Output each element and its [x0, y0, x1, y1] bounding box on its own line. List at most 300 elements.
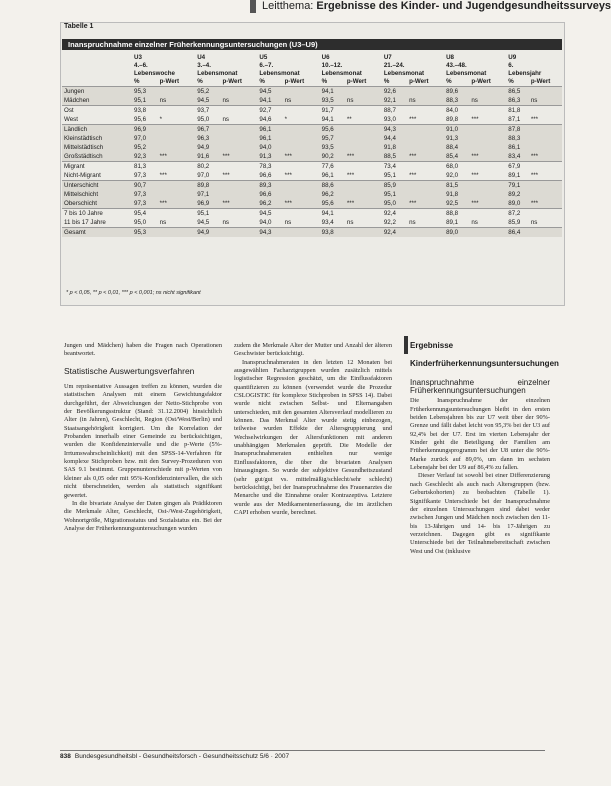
p-value — [220, 143, 257, 152]
p-value — [407, 134, 444, 143]
p-value — [158, 181, 196, 191]
percent-value: 97,0 — [132, 134, 158, 143]
p-value — [220, 162, 257, 172]
column-3 — [410, 341, 559, 556]
p-value — [345, 209, 382, 219]
table-row — [62, 115, 562, 125]
p-value — [345, 106, 382, 116]
table-row — [62, 209, 562, 219]
p-value: *** — [407, 199, 444, 209]
percent-value: 92,1 — [382, 96, 407, 106]
p-value — [345, 125, 382, 135]
header-cell-percent: % — [197, 78, 203, 85]
percent-value: 86,3 — [506, 96, 529, 106]
percent-value: 87,1 — [508, 116, 521, 123]
p-value: *** — [469, 152, 506, 162]
percent-value: 86,1 — [506, 143, 529, 152]
header-cell-exam: U7 — [383, 54, 392, 61]
header-cell-unit: Lebensmonat — [321, 70, 362, 77]
p-value: *** — [283, 152, 320, 162]
p-value — [469, 134, 506, 143]
p-value — [158, 209, 196, 219]
p-value: *** — [346, 172, 355, 179]
col1-lead: Jungen und Mädchen) haben die Fragen nach Operationen beantwortet. — [64, 342, 222, 358]
percent-value: 95,1 — [132, 96, 158, 106]
percent-value: 78,3 — [257, 162, 282, 172]
percent-value: 95,6 — [134, 116, 147, 123]
percent-value: 87,2 — [506, 209, 529, 219]
p-value — [283, 181, 320, 191]
p-value: ns — [529, 96, 562, 106]
p-value — [283, 228, 320, 238]
header-prefix: Leitthema: — [262, 0, 317, 12]
p-value: *** — [469, 199, 506, 209]
p-value: ns — [283, 96, 320, 106]
header-blank-cell — [62, 70, 132, 78]
row-label: 11 bis 17 Jahre — [64, 219, 106, 226]
table-footnote: * p < 0,05, ** p < 0,01, *** p < 0,001; ns nicht signifikant — [66, 290, 201, 296]
percent-value: 94,3 — [257, 228, 282, 238]
percent-value: 94,3 — [382, 125, 407, 135]
p-value — [469, 87, 506, 97]
p-value — [283, 87, 320, 97]
p-value — [158, 190, 196, 199]
percent-value: 89,8 — [446, 116, 459, 123]
header-cell-unit: Lebensmonat — [383, 70, 425, 77]
header-cell-unit: Lebensjahr — [508, 70, 542, 77]
percent-value: 96,2 — [320, 190, 345, 199]
percent-value: 94,1 — [320, 209, 345, 219]
results-table — [62, 54, 562, 237]
percent-value: 84,0 — [444, 106, 469, 116]
header-cell-percent: % — [321, 78, 328, 85]
p-value — [529, 106, 562, 116]
percent-value: 91,3 — [257, 152, 282, 162]
percent-value: 95,1 — [383, 172, 396, 179]
p-value: ns — [159, 219, 167, 226]
p-value — [469, 143, 506, 152]
header-cell-percent: % — [508, 78, 514, 85]
table-row — [62, 125, 562, 135]
percent-value: 89,0 — [444, 228, 469, 238]
p-value — [283, 125, 320, 135]
p-value: ** — [346, 116, 352, 123]
percent-value: 88,6 — [320, 181, 345, 191]
percent-value: 95,0 — [197, 116, 210, 123]
percent-value: 97,3 — [132, 190, 158, 199]
p-value: *** — [471, 172, 479, 179]
p-value: *** — [158, 199, 196, 209]
section-heading-statistics: Statistische Auswertungsverfahren — [64, 365, 195, 376]
table-row — [62, 152, 562, 162]
percent-value: 95,1 — [382, 190, 407, 199]
table-row — [62, 171, 562, 181]
p-value: *** — [529, 199, 562, 209]
p-value — [158, 134, 196, 143]
row-label: Jungen — [62, 87, 132, 97]
p-value — [220, 125, 257, 135]
col1-paragraph-1: Um repräsentative Aussagen treffen zu können, wurden die statistischen Analysen mit einem Gewichtungsfaktor durchgeführt, der Abweichungen der Netto-Stichprobe von der Bevölkerungsstruktur (Stand: 31.12.2004) hinsichtlich Alter (in Jahren), Geschlecht, Region (Ost/West/Berlin) und Staatsangehörigkeit korrigiert. Um die Korrelation der Probanden innerhalb einer Gemeinde zu berücksichtigen, wurden die Konfidenzintervalle und die p-Werte (5%-Irrtumswahrscheinlichkeit) mit den SPSS-14-Verfahren für komplexe Stichproben bzw. mit den Survey-Prozeduren von SAS 9.1 bestimmt. Gruppenunterschiede mit p-Werten von kleiner als 0,05 oder mit 95%-Konfidenzintervallen, die sich nicht überschneiden, werden als statistisch signifikant gewertet. — [64, 383, 222, 499]
percent-value: 94,4 — [382, 134, 407, 143]
p-value — [345, 143, 382, 152]
percent-value: 94,5 — [257, 209, 282, 219]
p-value — [345, 181, 382, 191]
percent-value: 95,6 — [320, 199, 345, 209]
header-blank-cell — [62, 62, 132, 70]
row-label: Ost — [62, 106, 132, 116]
p-value — [158, 125, 196, 135]
p-value: *** — [471, 116, 479, 123]
header-rule — [250, 0, 256, 13]
table-heading: Inanspruchnahme einzelner Früherkennungsuntersuchungen (U3–U9) — [62, 39, 562, 50]
percent-value: 93,7 — [195, 106, 220, 116]
percent-value: 85,9 — [382, 181, 407, 191]
header-cell-exam: U4 — [197, 54, 206, 61]
p-value — [407, 87, 444, 97]
p-value — [407, 209, 444, 219]
header-cell-unit: Lebenswoche — [134, 70, 175, 77]
table-row — [62, 162, 562, 172]
table-row — [62, 106, 562, 116]
p-value — [283, 143, 320, 152]
p-value — [529, 87, 562, 97]
p-value — [283, 162, 320, 172]
col3-paragraph-1: Die Inanspruchnahme der einzelnen Früherkennungsuntersuchungen bleibt in den ersten beiden Lebensjahren bis zur U7 weit über der 90%-Grenze und fällt dabei leicht von 95,3% bei der U3 auf 92,4% bei der U7. Erst im vierten Lebensjahr der Kinder geht die Beteiligung der Familien am Früherkennungsprogramm bei der U8 unter die 90%-Marke zurück auf 89,0%, um dann im sechsten Lebensjahr bei der U9 auf 86,4% zu fallen. — [410, 397, 550, 472]
p-value — [220, 87, 257, 97]
percent-value: 92,0 — [446, 172, 459, 179]
p-value: *** — [284, 172, 292, 179]
p-value — [407, 181, 444, 191]
table-label: Tabelle 1 — [64, 23, 94, 30]
percent-value: 96,7 — [195, 125, 220, 135]
row-label: 7 bis 10 Jahre — [62, 209, 132, 219]
header-cell-percent: % — [446, 78, 452, 85]
percent-value: 90,2 — [320, 152, 345, 162]
p-value — [469, 228, 506, 238]
p-value — [220, 106, 257, 116]
header-cell-age: 21.–24. — [383, 62, 405, 69]
p-value — [158, 162, 196, 172]
p-value: ns — [469, 96, 506, 106]
table-row — [62, 96, 562, 106]
percent-value: 92,6 — [382, 87, 407, 97]
p-value: * — [159, 116, 163, 123]
p-value — [345, 190, 382, 199]
p-value — [345, 228, 382, 238]
row-label: Mittelschicht — [62, 190, 132, 199]
percent-value: 86,4 — [506, 228, 529, 238]
p-value: *** — [220, 199, 257, 209]
p-value: *** — [158, 152, 196, 162]
page-number: 838 — [60, 753, 71, 760]
p-value: *** — [407, 152, 444, 162]
percent-value: 94,1 — [321, 116, 334, 123]
col2-paragraph-2: Inanspruchnahmeraten in den letzten 12 Monaten bei ausgewählten Facharztgruppen wurden zusätzlich mittels logistischer Regression geschätzt, um die Einflussfaktoren quantifizieren zu können (verwendet wurde die Prozedur CSLOGISTIC für komplexe Stichproben in SPSS 14). Dabei wurde nicht zwischen Selbst- und Elternangaben unterschieden, mit den gesamten Altersverlauf modellieren zu können. Das Merkmal Alter wurde stetig einbezogen, teilweise wurden Effekte der Altersgruppierung und Wechselwirkungen der Altersfunktionen mit anderen unabhängigen Merkmalen geprüft. Die Modelle der Inanspruchnahmeraten enthielten nur wenige Einflussfaktoren, die über die bivariaten Analysen hinausgingen. So wurde der subjektive Gesundheitszustand (sehr gut/gut vs. mittelmäßig/schlecht/sehr schlecht) berücksichtigt, bei der Inanspruchnahme des Frauenarztes die Menarche und die Einnahme oraler Kontrazeptiva. Letztere wurde aus der Medikamentenerfassung, die im ärztlichen CAPI erhoben wurde, berechnet. — [234, 358, 392, 516]
percent-value: 95,0 — [134, 219, 147, 226]
header-cell-age: 43.–48. — [446, 62, 467, 69]
percent-value: 91,3 — [444, 134, 469, 143]
header-blank-cell — [62, 78, 132, 87]
p-value — [283, 106, 320, 116]
percent-value: 92,5 — [444, 199, 469, 209]
table-row — [62, 143, 562, 152]
p-value — [283, 209, 320, 219]
header-blank-cell — [62, 54, 132, 62]
percent-value: 81,5 — [444, 181, 469, 191]
p-value — [220, 181, 257, 191]
row-label: West — [64, 116, 78, 123]
percent-value: 96,1 — [257, 125, 282, 135]
p-value — [220, 134, 257, 143]
percent-value: 91,8 — [444, 190, 469, 199]
percent-value: 87,8 — [506, 125, 529, 135]
p-value — [529, 162, 562, 172]
percent-value: 91,6 — [195, 152, 220, 162]
p-value: *** — [222, 172, 230, 179]
row-label: Mittelstädtisch — [62, 143, 132, 152]
percent-value: 89,6 — [444, 87, 469, 97]
table-header-row-unit — [62, 70, 562, 78]
p-value — [283, 190, 320, 199]
p-value: *** — [409, 116, 417, 123]
percent-value: 93,5 — [320, 143, 345, 152]
percent-value: 89,1 — [508, 172, 521, 179]
header-cell-percent: % — [259, 78, 265, 85]
p-value — [529, 209, 562, 219]
header-cell-age: 6.–7. — [259, 62, 274, 69]
p-value — [220, 190, 257, 199]
row-label: Migrant — [62, 162, 132, 172]
col2-paragraph-1: zudem die Merkmale Alter der Mutter und Anzahl der älteren Geschwister berücksichtigt. — [234, 342, 392, 358]
p-value: *** — [283, 199, 320, 209]
p-value: ns — [222, 116, 229, 123]
table-row — [62, 134, 562, 143]
p-value — [345, 87, 382, 97]
p-value — [529, 134, 562, 143]
percent-value: 80,2 — [195, 162, 220, 172]
percent-value: 95,7 — [320, 134, 345, 143]
p-value — [407, 106, 444, 116]
percent-value: 95,3 — [132, 228, 158, 238]
row-label: Mädchen — [62, 96, 132, 106]
p-value: *** — [345, 152, 382, 162]
p-value: ns — [284, 219, 292, 226]
header-cell-unit: Lebensmonat — [259, 70, 300, 77]
p-value — [407, 162, 444, 172]
p-value: ns — [530, 219, 538, 226]
percent-value: 81,8 — [506, 106, 529, 116]
percent-value: 92,4 — [382, 209, 407, 219]
percent-value: 90,7 — [132, 181, 158, 191]
percent-value: 95,0 — [382, 199, 407, 209]
p-value — [469, 162, 506, 172]
percent-value: 94,1 — [320, 87, 345, 97]
percent-value: 92,7 — [257, 106, 282, 116]
section-marker — [404, 336, 408, 354]
p-value — [529, 181, 562, 191]
percent-value: 94,9 — [195, 143, 220, 152]
p-value: ns — [346, 219, 354, 226]
row-label: Kleinstädtisch — [62, 134, 132, 143]
p-value: ns — [158, 96, 196, 106]
table-header-row-stat — [62, 78, 562, 87]
percent-value: 94,5 — [195, 96, 220, 106]
header-title-text: Ergebnisse des Kinder- und Jugendgesundheitssurveys — [316, 0, 611, 12]
p-value — [529, 228, 562, 238]
percent-value: 93,4 — [321, 219, 334, 226]
percent-value: 95,4 — [132, 209, 158, 219]
p-value — [529, 143, 562, 152]
percent-value: 96,6 — [259, 172, 272, 179]
table-row — [62, 181, 562, 191]
percent-value: 96,1 — [257, 134, 282, 143]
percent-value: 88,7 — [382, 106, 407, 116]
percent-value: 97,3 — [132, 199, 158, 209]
p-value: *** — [529, 152, 562, 162]
header-cell-pwert: p-Wert — [471, 78, 491, 85]
p-value: ns — [220, 96, 257, 106]
heading-results: Ergebnisse — [410, 341, 454, 350]
p-value: *** — [345, 199, 382, 209]
percent-value: 77,6 — [320, 162, 345, 172]
header-cell-pwert: p-Wert — [530, 78, 551, 85]
p-value — [220, 209, 257, 219]
percent-value: 93,8 — [320, 228, 345, 238]
p-value — [220, 228, 257, 238]
heading-early-detection: Kinderfrüherkennungsuntersuchungen — [410, 359, 559, 369]
p-value: ns — [407, 96, 444, 106]
percent-value: 93,0 — [383, 116, 396, 123]
percent-value: 89,3 — [257, 181, 282, 191]
percent-value: 92,4 — [382, 228, 407, 238]
percent-value: 89,0 — [506, 199, 529, 209]
percent-value: 94,6 — [259, 116, 272, 123]
percent-value: 94,0 — [259, 219, 272, 226]
header-cell-exam: U5 — [259, 54, 268, 61]
percent-value: 89,8 — [195, 181, 220, 191]
table-row — [62, 190, 562, 199]
p-value — [469, 125, 506, 135]
p-value: *** — [530, 172, 539, 179]
percent-value: 88,5 — [382, 152, 407, 162]
header-cell-unit: Lebensmonat — [446, 70, 487, 77]
percent-value: 91,8 — [382, 143, 407, 152]
column-1 — [64, 342, 222, 533]
col3-paragraph-2: Dieser Verlauf ist sowohl bei einer Differenzierung nach Geschlecht als auch nach Altersgruppen (bzw. Geburtskohorten) zu beobachten (Tabelle 1). Signifikante Unterschiede bei der Inanspruchnahme der einzelnen Untersuchungen sind dabei weder zwischen Jungen und Mädchen noch zwischen den 11- bis 13-Jährigen und 14- bis 17-Jährigen zu verzeichnen. Dagegen gibt es signifikante Unterschiede bei der Teilnahmebereitschaft zwischen West und Ost (inklusive — [410, 472, 550, 555]
percent-value: 88,4 — [444, 143, 469, 152]
percent-value: 97,3 — [134, 172, 147, 179]
table-row — [62, 199, 562, 209]
header-cell-exam: U9 — [508, 54, 517, 61]
percent-value: 89,2 — [506, 190, 529, 199]
row-label: Unterschicht — [62, 181, 132, 191]
percent-value: 79,1 — [506, 181, 529, 191]
percent-value: 95,3 — [132, 87, 158, 97]
percent-value: 94,9 — [195, 228, 220, 238]
percent-value: 92,3 — [132, 152, 158, 162]
col1-paragraph-2: In die bivariate Analyse der Daten gingen als Prädiktoren die Merkmale Alter, Geschlecht, Ost-/West-Zugehörigkeit, Wohnortgröße, Migrationsstatus und Sozialstatus ein. Bei der Analyse der Früherkennungsuntersuchungen wurden — [64, 499, 222, 532]
percent-value: 96,9 — [195, 199, 220, 209]
header-cell-age: 6. — [508, 62, 514, 69]
p-value: * — [284, 116, 288, 123]
table-row — [62, 218, 562, 228]
percent-value: 91,7 — [320, 106, 345, 116]
p-value — [345, 134, 382, 143]
p-value — [345, 162, 382, 172]
percent-value: 96,3 — [195, 134, 220, 143]
percent-value: 95,1 — [195, 209, 220, 219]
running-header-title — [262, 0, 611, 12]
table-header-row-age — [62, 62, 562, 70]
percent-value: 95,2 — [132, 143, 158, 152]
header-cell-exam: U6 — [321, 54, 330, 61]
header-cell-pwert: p-Wert — [409, 78, 429, 85]
header-cell-pwert: p-Wert — [159, 78, 180, 85]
journal-citation: Bundesgesundheitsbl - Gesundheitsforsch - Gesundheitsschutz 5/6 · 2007 — [74, 753, 290, 760]
percent-value: 95,6 — [320, 125, 345, 135]
p-value: ns — [222, 219, 229, 226]
p-value: *** — [220, 152, 257, 162]
p-value — [407, 125, 444, 135]
percent-value: 81,3 — [132, 162, 158, 172]
percent-value: 96,6 — [257, 190, 282, 199]
percent-value: 83,4 — [506, 152, 529, 162]
p-value: *** — [530, 116, 539, 123]
percent-value: 96,1 — [321, 172, 334, 179]
p-value — [469, 106, 506, 116]
header-cell-age: 3.–4. — [197, 62, 211, 69]
percent-value: 85,4 — [444, 152, 469, 162]
p-value — [469, 209, 506, 219]
header-cell-age: 10.–12. — [321, 62, 343, 69]
column-2 — [234, 342, 392, 517]
table-row — [62, 87, 562, 97]
p-value — [407, 143, 444, 152]
p-value — [158, 143, 196, 152]
p-value — [407, 228, 444, 238]
percent-value: 88,3 — [444, 96, 469, 106]
percent-value: 96,2 — [257, 199, 282, 209]
percent-value: 88,8 — [444, 209, 469, 219]
header-cell-exam: U8 — [446, 54, 454, 61]
header-cell-exam: U3 — [134, 54, 142, 61]
p-value — [529, 190, 562, 199]
header-cell-pwert: p-Wert — [346, 78, 367, 85]
p-value: ns — [345, 96, 382, 106]
p-value — [158, 106, 196, 116]
heading-uptake: Inanspruchnahme einzelner Früherkennungsuntersuchungen — [410, 377, 550, 396]
p-value: ns — [409, 219, 416, 226]
page-footer — [60, 750, 545, 760]
p-value — [469, 181, 506, 191]
header-cell-age: 4.–6. — [134, 62, 148, 69]
table-row — [62, 228, 562, 238]
row-label: Oberschicht — [62, 199, 132, 209]
percent-value: 86,5 — [506, 87, 529, 97]
percent-value: 67,9 — [506, 162, 529, 172]
percent-value: 93,5 — [320, 96, 345, 106]
header-cell-percent: % — [383, 78, 390, 85]
row-label: Großstädtisch — [62, 152, 132, 162]
percent-value: 92,2 — [383, 219, 396, 226]
percent-value: 73,4 — [382, 162, 407, 172]
header-cell-percent: % — [134, 78, 140, 85]
row-label: Nicht-Migrant — [64, 172, 101, 179]
p-value — [158, 228, 196, 238]
percent-value: 68,0 — [444, 162, 469, 172]
p-value — [283, 134, 320, 143]
p-value — [469, 190, 506, 199]
